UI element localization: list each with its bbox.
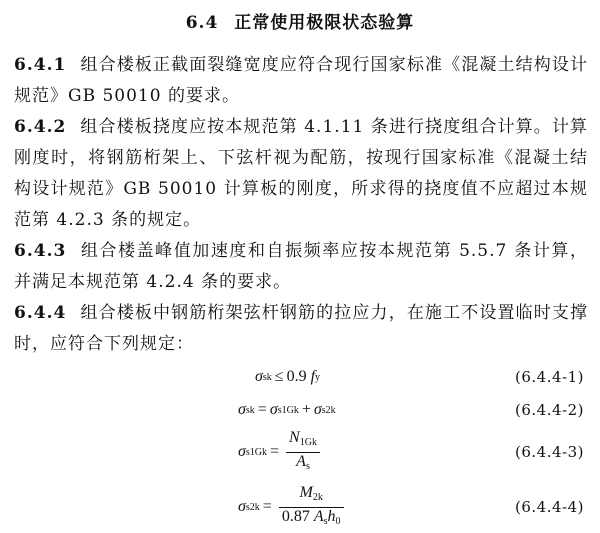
section-number: 6.4 [185,13,219,33]
sigma-symbol: σ [313,401,322,418]
clause-text: 组合楼板正截面裂缝宽度应符合现行国家标准《混凝土结构设计规范》GB 50010 的要求。 [14,55,588,106]
coefficient: 0.87 [281,507,310,525]
clause-text: 组合楼板挠度应按本规范第 4.1.11 条进行挠度组合计算。计算刚度时，将钢筋桁架上、下弦杆视为配筋，按现行国家标准《混凝土结构设计规范》GB 50010 计算板的刚度，所求得的挠度值不应超过本规范第 4.2.3 条的规定。 [14,117,588,230]
equation-tag: (6.4.4-2) [515,401,584,419]
subscript: sk [262,371,272,383]
subscript: s [305,460,310,472]
variable: f [310,368,316,385]
clause-number: 6.4.4 [14,303,67,323]
clause-text: 组合楼板中钢筋桁架弦杆钢筋的拉应力，在施工不设置临时支撑时，应符合下列规定： [14,303,588,354]
sigma-symbol: σ [238,401,246,418]
subscript: s [323,515,328,527]
variable: A [296,452,306,470]
equation-tag: (6.4.4-3) [515,443,584,461]
clause-number: 6.4.3 [14,241,67,261]
relation-operator: = [270,443,280,460]
relation-operator: ≤ [274,368,284,385]
equation-tag: (6.4.4-4) [515,498,584,516]
sigma-symbol: σ [238,443,246,460]
subscript: s2k [245,501,260,513]
subscript: 1Gk [299,436,317,448]
numerator [297,484,326,507]
sigma-symbol: σ [238,498,246,515]
relation-operator: = [262,498,272,515]
fraction [279,484,344,531]
clause-6-4-1 [14,50,588,112]
variable: M [299,483,313,501]
equation-6-4-4-3 [0,428,600,472]
subscript: sk [245,404,255,416]
section-title: 正常使用极限状态验算 [234,13,415,33]
clause-number: 6.4.2 [14,117,67,137]
variable: h [327,507,336,525]
formula [238,390,336,430]
denominator [293,453,313,476]
clause-6-4-4 [14,298,588,360]
clause-6-4-2 [14,112,588,236]
clause-6-4-3 [14,236,588,298]
equation-tag: (6.4.4-1) [515,368,584,386]
plus-operator: + [301,401,311,418]
relation-operator: = [257,401,267,418]
sigma-symbol: σ [269,401,278,418]
subscript: s2k [321,404,336,416]
sigma-symbol: σ [255,368,263,385]
section-heading [0,8,600,33]
subscript: 0 [335,515,341,527]
equation-6-4-4-2 [0,390,600,430]
denominator [279,508,344,531]
clause-number: 6.4.1 [14,55,67,75]
variable: N [289,428,300,446]
variable: A [313,507,324,525]
coefficient: 0.9 [286,368,307,385]
subscript: s1Gk [245,446,268,458]
formula [238,483,348,527]
formula [238,428,324,472]
equation-6-4-4-4 [0,483,600,527]
fraction [286,429,320,476]
subscript: s1Gk [277,404,299,416]
numerator [286,429,320,452]
subscript: y [315,371,321,383]
subscript: 2k [312,491,323,503]
clause-text: 组合楼盖峰值加速度和自振频率应按本规范第 5.5.7 条计算，并满足本规范第 4.2.4 条的要求。 [14,241,588,292]
